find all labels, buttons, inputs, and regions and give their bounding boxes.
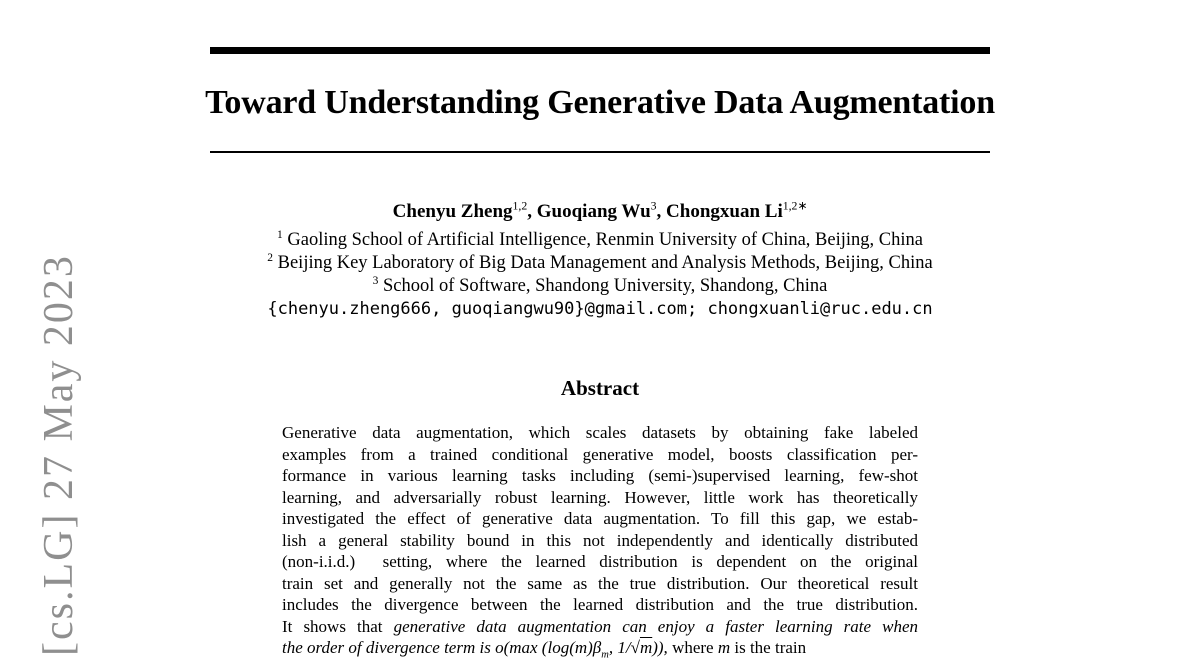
author-line: Chenyu Zheng$^{1,2}$, Guoqiang Wu$^3$, Chongxuan $Li^{1,2∗}$ bbox=[392, 199, 808, 222]
email-line: {chenyu.zheng666, guoqiangwu90}@gmail.com; chongxuanli@ruc.edu.cn bbox=[267, 299, 933, 319]
abstract-line: Generative data augmentation, which scales datasets by obtaining fake labeled bbox=[282, 423, 918, 442]
abstract-line: formance in various learning tasks including (semi-)supervised learning, few-shot bbox=[282, 466, 918, 485]
affiliation-2: $^2$ Beijing Key Laboratory of Big Data Management and Analysis Methods, Beijing, China bbox=[267, 251, 933, 273]
abstract-heading: Abstract bbox=[560, 376, 640, 400]
abstract-body bbox=[282, 422, 918, 659]
title-rule-bottom bbox=[210, 151, 990, 153]
abstract-line: lish a general stability bound in this not independently and identically distributed bbox=[282, 530, 918, 550]
abstract-line: It shows that generative data augmentation can enjoy a faster learning rate when bbox=[282, 616, 918, 636]
paper-title: Toward Understanding Generative Data Augmentation bbox=[205, 84, 995, 121]
abstract-line: includes the divergence between the learned distribution and the true distribution. bbox=[282, 595, 918, 614]
abstract-line: learning, and adversarially robust learning. However, little work has theoretically bbox=[282, 487, 918, 507]
title-rule-top bbox=[210, 47, 990, 54]
abstract-line: (non-i.i.d.) setting, where the learned distribution is dependent on the original bbox=[282, 552, 918, 571]
arxiv-watermark: [cs.LG] 27 May 2023 bbox=[36, 254, 82, 656]
abstract-line: investigated the effect of generative data augmentation. To fill this gap, we estab- bbox=[282, 509, 918, 528]
abstract-line: the order of divergence term is o(max ($\log(m)\beta_m$, 1/√m)), where m is the train bbox=[282, 638, 807, 660]
abstract-line: examples from a trained conditional generative model, boosts classification per- bbox=[282, 444, 918, 464]
abstract-line: train set and generally not the same as the true distribution. Our theoretical result bbox=[282, 573, 918, 593]
affiliation-1: $^1$ Gaoling School of Artificial Intelligence, Renmin University of China, Beijing, China bbox=[277, 228, 923, 250]
affiliation-3: $^3$ School of Software, Shandong University, Shandong, China bbox=[372, 274, 828, 296]
